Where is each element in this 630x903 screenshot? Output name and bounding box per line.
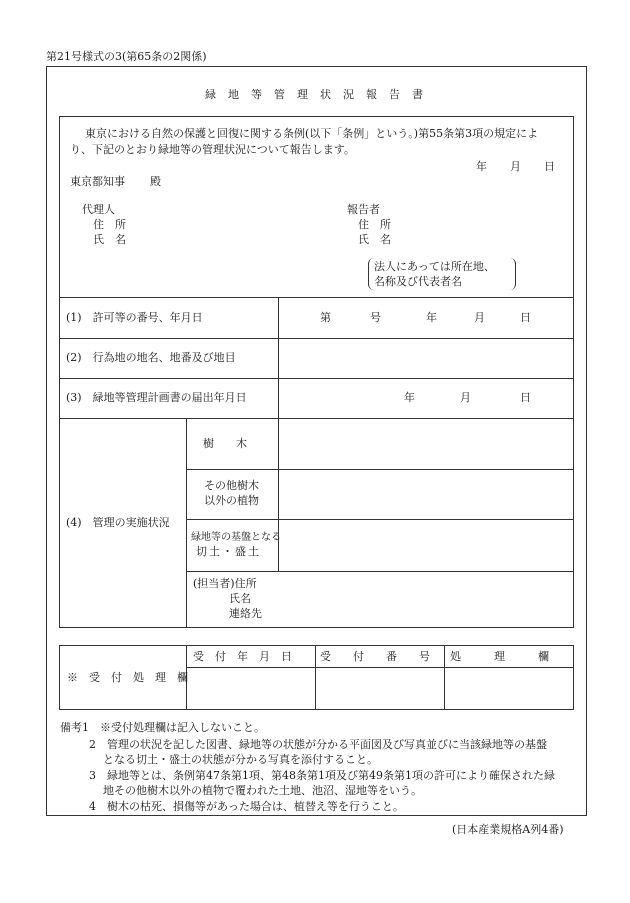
reception-label: ※ 受 付 処 理 欄 [67, 671, 188, 684]
corp-note-line-2: 名称及び代表者名 [374, 275, 462, 288]
note-2-line-1: 2 管理の状況を記した図書、緑地等の状態が分かる平面図及び写真並びに当該緑地等の基盤 [89, 738, 547, 751]
note-2-line-2: となる切土・盛土の状態が分かる写真を添付すること。 [103, 753, 378, 766]
row-permit-month: 月 [474, 311, 485, 324]
contact-phone: 連絡先 [229, 607, 262, 620]
form-title: 緑地等管理状況報告書 [205, 88, 435, 101]
row-divider [59, 378, 574, 379]
row-divider [186, 519, 574, 520]
row-permit-dai: 第 [320, 311, 331, 324]
row-divider [59, 297, 574, 298]
row-plan-date-label: (3) 緑地等管理計画書の届出年月日 [66, 391, 247, 404]
date-day: 日 [544, 160, 555, 173]
row-permit-label: (1) 許可等の番号、年月日 [66, 311, 203, 324]
agent-address: 住 所 [93, 218, 126, 231]
paper-size: (日本産業規格A列4番) [452, 823, 564, 836]
note-4: 4 樹木の枯死、損傷等があった場合は、植替え等を行うこと。 [89, 800, 404, 813]
sub-trees-label: 樹 木 [203, 437, 247, 450]
reception-number-header: 受 付 番 号 [320, 650, 430, 663]
row-divider [186, 667, 574, 668]
row-divider [186, 469, 574, 470]
date-month: 月 [510, 160, 521, 173]
sub-ground-label-1: 緑地等の基盤となる [191, 532, 281, 543]
row-plan-year: 年 [404, 391, 415, 404]
reporter-address: 住 所 [358, 218, 391, 231]
main-table [59, 116, 574, 628]
intro-line-2: り、下記のとおり緑地等の管理状況について報告します。 [70, 143, 355, 156]
intro-line-1: 東京における自然の保護と回復に関する条例(以下「条例」という。)第55条第3項の規定によ [85, 127, 539, 140]
row-permit-day: 日 [520, 311, 531, 324]
note-3-line-2: 地その他樹木以外の植物で覆われた土地、池沼、湿地等をいう。 [103, 784, 422, 797]
reception-process-header: 処 理 欄 [450, 650, 549, 663]
sub-plants-label-1: その他樹木 [204, 479, 259, 492]
contact-address: (担当者)住所 [193, 577, 257, 590]
agent-name: 氏 名 [93, 233, 126, 246]
row-permit-year: 年 [426, 311, 437, 324]
addressee: 東京都知事 [70, 175, 125, 188]
note-1: 備考1 ※受付処理欄は記入しないこと。 [60, 721, 265, 734]
column-divider [315, 645, 316, 710]
reception-date-header: 受 付 年 月 日 [193, 650, 292, 663]
honorific: 殿 [150, 175, 161, 188]
sub-plants-label-2: 以外の植物 [204, 494, 259, 507]
row-divider [186, 571, 574, 572]
form-number: 第21号様式の3(第65条の2関係) [46, 50, 207, 63]
column-divider [444, 645, 445, 710]
corp-note-line-1: 法人にあっては所在地、 [374, 260, 495, 273]
row-divider [59, 418, 574, 419]
row-divider [59, 338, 574, 339]
agent-label: 代理人 [82, 203, 115, 216]
contact-name: 氏名 [229, 592, 251, 605]
reporter-label: 報告者 [347, 203, 380, 216]
row-permit-go: 号 [370, 311, 381, 324]
column-divider [278, 418, 279, 571]
sub-ground-label-2: 切土・盛土 [196, 545, 261, 558]
row-plan-month: 月 [460, 391, 471, 404]
row-site-label: (2) 行為地の地名、地番及び地目 [66, 351, 236, 364]
note-3-line-1: 3 緑地等とは、条例第47条第1項、第48条第1項及び第49条第1項の許可により確保された緑 [89, 769, 555, 782]
column-divider [278, 297, 279, 418]
column-divider [186, 418, 187, 628]
row-plan-day: 日 [520, 391, 531, 404]
row-management-label: (4) 管理の実施状況 [66, 516, 170, 529]
date-year: 年 [476, 160, 487, 173]
reporter-name: 氏 名 [358, 233, 391, 246]
